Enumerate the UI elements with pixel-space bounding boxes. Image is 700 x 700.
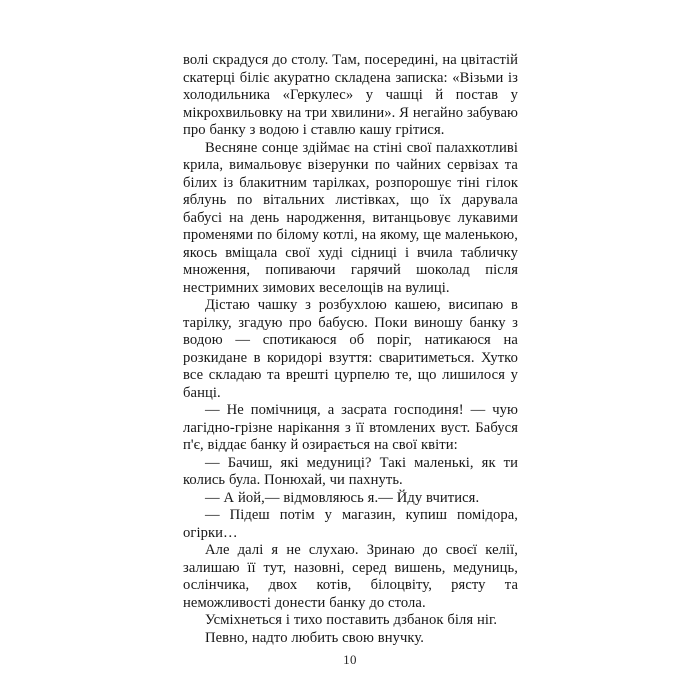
dialogue-paragraph-1: — Не помічниця, а засрата господиня! — чую лагідно-грізне нарікання з її втомлених вуст. Бабуся п'є, віддає банку й озирається на свої квіти: xyxy=(183,402,518,453)
dialogue-paragraph-2: — Бачиш, які медуниці? Такі маленькі, як ти колись була. Понюхай, чи пахнуть. xyxy=(183,454,518,488)
body-paragraph-5: Усміхнеться і тихо поставить дзбанок біля ніг. xyxy=(205,612,498,628)
page-number: 10 xyxy=(343,652,357,667)
body-paragraph-3: Дістаю чашку з розбухлою кашею, висипаю в тарілку, згадую про бабусю. Поки виношу банку з водою — спотикаюся об поріг, натикаюся на розкидане в коридорі взуття: сваритиметься. Хутко все складаю та врешті цурпелю те, що лишилося у банці. xyxy=(183,297,518,401)
body-paragraph-6: Певно, надто любить свою внучку. xyxy=(205,629,425,646)
dialogue-paragraph-4: — Підеш потім у магазин, купиш помідора, огірки… xyxy=(183,507,518,541)
body-paragraph-1: волі скрадуся до столу. Там, посередині, на цвітастій скатерці біліє акуратно складена записка: «Візьми із холодильника «Геркулес» у чашці й постав у мікрохвильовку на три хвилини». Я негайно забуваю про банку з водою і ставлю кашу грітися. xyxy=(183,52,518,138)
page-text-column xyxy=(183,52,518,647)
dialogue-paragraph-3: — А йой,— відмовляюсь я.— Йду вчитися. xyxy=(205,489,480,506)
body-paragraph-2: Весняне сонце здіймає на стіні свої палахкотливі крила, вимальовує візерунки по чайних сервізах та білих із блакитним тарілках, розпорошує тіні гілок яблунь по вітальних листівках, що їх дарувала бабусі на день народження, витанцьовує лукавими променями по білому котлі, на якому, ще маленькою, якось вміщала свої худі сідниці і вчила табличку множення, попиваючи гарячий шоколад після нестримних зимових веселощів на вулиці. xyxy=(183,139,518,296)
body-paragraph-4: Але далі я не слухаю. Зринаю до своєї келії, залишаю її тут, назовні, серед вишень, медуниць, ослінчика, двох котів, білоцвіту, рясту та неможливості донести банку до стола. xyxy=(183,542,518,611)
